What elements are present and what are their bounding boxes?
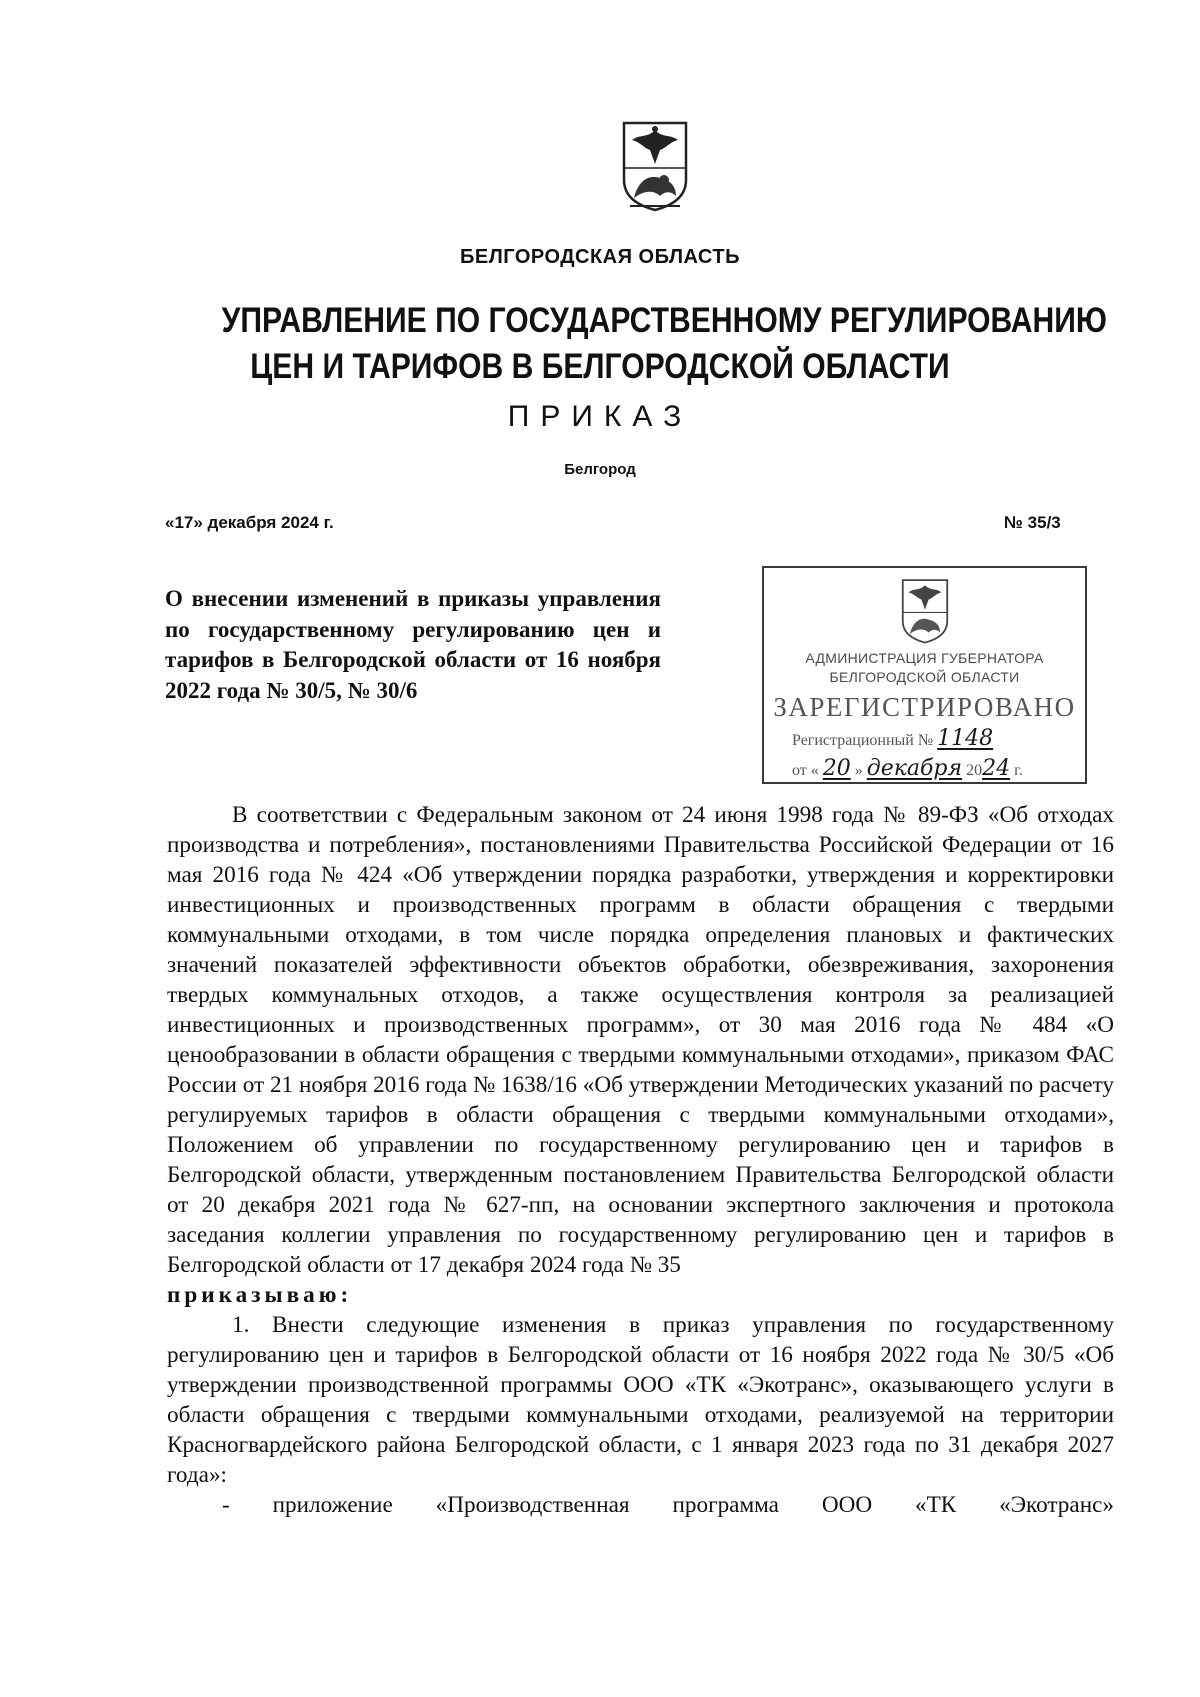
- stamp-date-month: декабря: [866, 756, 963, 781]
- stamp-status: ЗАРЕГИСТРИРОВАНО: [773, 692, 1076, 722]
- item-1-paragraph: 1. Внести следующие изменения в приказ управления по государственному регулированию цен и тарифов в Белгородской области от 16 ноября 2022 года № 30/5 «Об утверждении производственной программы ООО «ТК «Экотранс», оказывающего услуги в области обращения с твердыми коммунальными отходами, реализуемой на территории Красногвардейского района Белгородской области, с 1 января 2023 года по 31 декабря 2027 года»:: [167, 1312, 1114, 1488]
- decree-word: приказываю:: [167, 1282, 353, 1308]
- order-subject: О внесении изменений в приказы управления по государственному регулированию цен и тарифов в Белгородской области от 16 ноября 2022 года № 30/5, № 30/6: [165, 586, 661, 703]
- stamp-authority-line2: БЕЛГОРОДСКОЙ ОБЛАСТИ: [829, 669, 1020, 685]
- stamp-date-day: 20: [822, 756, 851, 781]
- city: Белгород: [564, 461, 636, 478]
- stamp-reg-label: Регистрационный №: [792, 732, 934, 749]
- registration-stamp: [762, 566, 1087, 784]
- agency-title-line2: ЦЕН И ТАРИФОВ В БЕЛГОРОДСКОЙ ОБЛАСТИ: [250, 347, 950, 386]
- order-date: «17» декабря 2024 г.: [165, 513, 334, 532]
- item-1-bullet: - приложение «Производственная программа ООО «ТК «Экотранс»: [222, 1492, 1114, 1518]
- document-type: ПРИКАЗ: [507, 400, 693, 433]
- agency-title: [221, 298, 1107, 390]
- stamp-date-year-prefix: 20: [966, 762, 983, 779]
- coat-of-arms-icon: [620, 120, 690, 212]
- stamp-reg-number: 1148: [937, 726, 994, 751]
- preamble-paragraph: В соответствии с Федеральным законом от 24 июня 1998 года № 89-ФЗ «Об отходах производства и потребления», постановлениями Правительства Российской Федерации от 16 мая 2016 года № 424 «Об утверждении порядка разработки, утверждения и корректировки инвестиционных и производственных программ в области обращения с твердыми коммунальными отходами, в том числе порядка определения плановых и фактических значений показателей эффективности объектов обработки, обезвреживания, захоронения твердых коммунальных отходов, а также осуществления контроля за реализацией инвестиционных и производственных программ», от 30 мая 2016 года № 484 «О ценообразовании в области обращения с твердыми коммунальными отходами», приказом ФАС России от 21 ноября 2016 года № 1638/16 «Об утверждении Методических указаний по расчету регулируемых тарифов в области обращения с твердыми коммунальными отходами», Положением об управлении по государственному регулированию цен и тарифов в Белгородской области, утвержденным постановлением Правительства Белгородской области от 20 декабря 2021 года № 627-пп, на основании экспертного заключения и протокола заседания коллегии управления по государственному регулированию цен и тарифов в Белгородской области от 17 декабря 2024 года № 35: [167, 802, 1114, 1278]
- stamp-coat-of-arms-icon: [898, 578, 952, 644]
- region-name: БЕЛГОРОДСКАЯ ОБЛАСТЬ: [460, 246, 740, 268]
- stamp-date-prefix: от «: [792, 762, 819, 779]
- order-body: [167, 800, 1114, 1520]
- order-number: № 35/3: [1004, 513, 1061, 532]
- agency-title-line1: УПРАВЛЕНИЕ ПО ГОСУДАРСТВЕННОМУ РЕГУЛИРОВАНИЮ: [221, 301, 1107, 340]
- stamp-registration-number-row: [792, 726, 993, 751]
- stamp-date-row: [792, 756, 1023, 781]
- stamp-date-end: г.: [1014, 762, 1023, 779]
- stamp-date-year-suffix: 24: [982, 756, 1011, 781]
- stamp-authority-line1: АДМИНИСТРАЦИЯ ГУБЕРНАТОРА: [805, 650, 1044, 666]
- stamp-date-mid: »: [854, 762, 863, 779]
